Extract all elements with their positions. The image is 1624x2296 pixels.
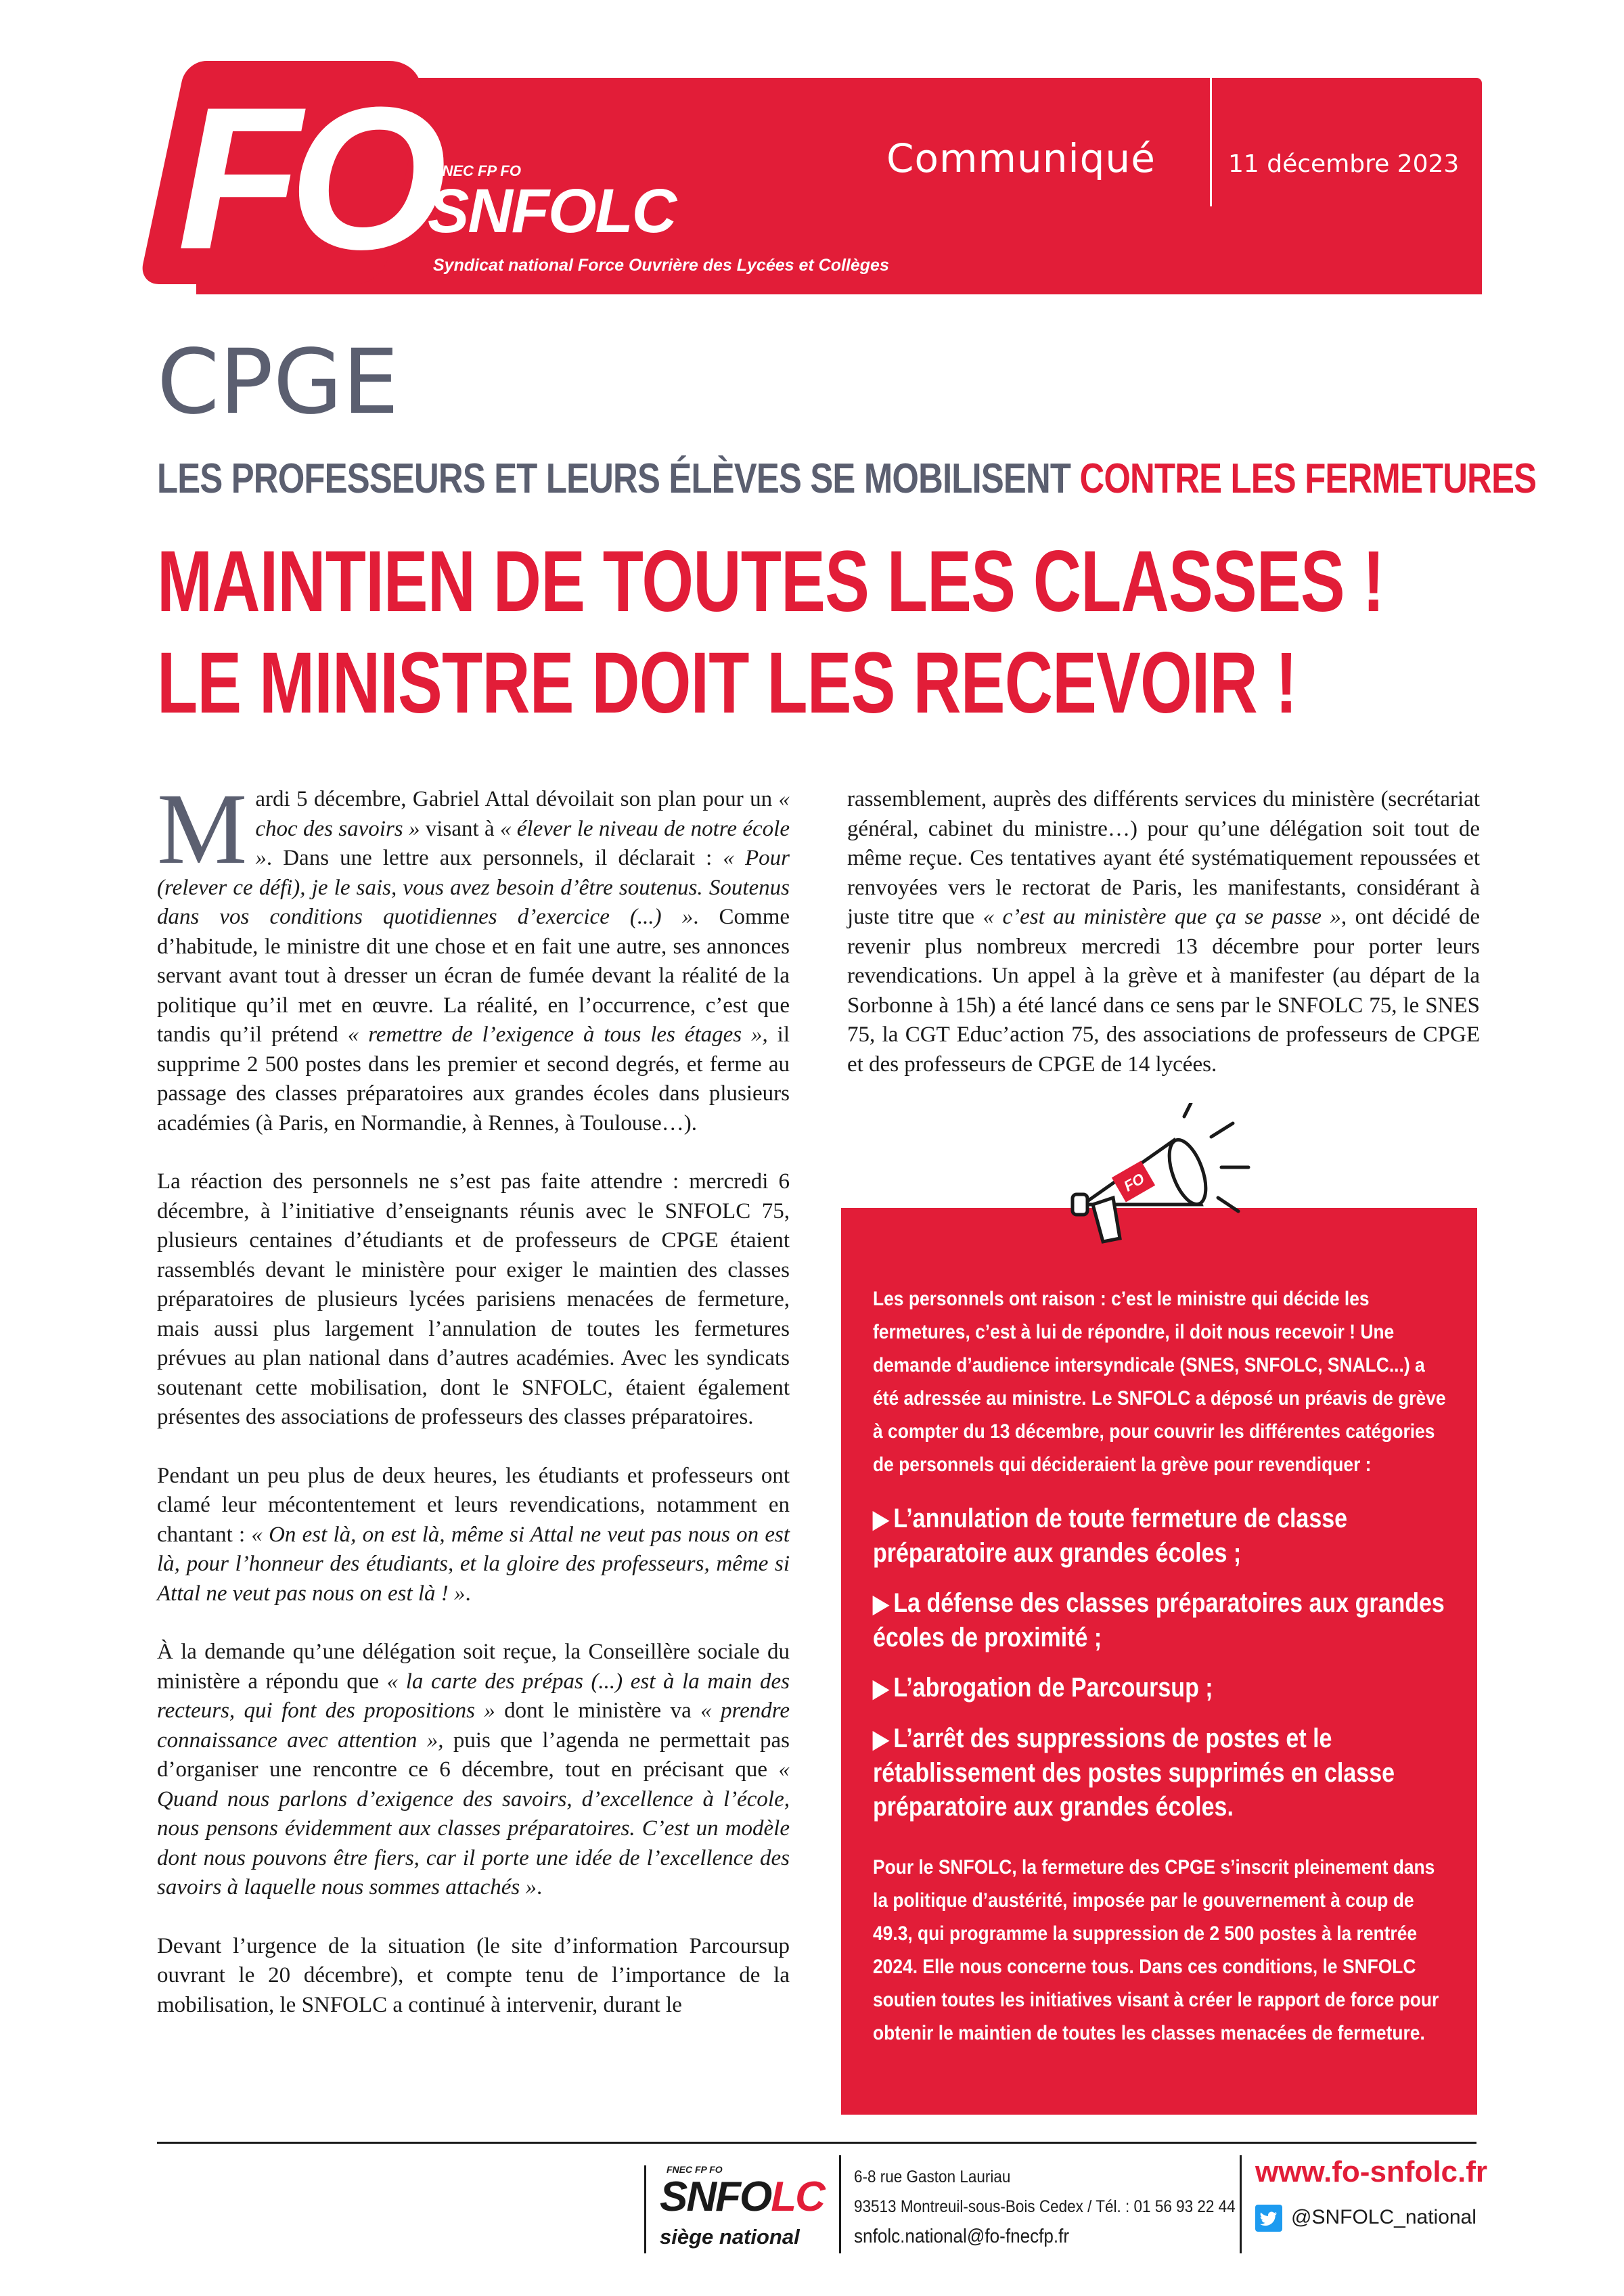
triangle-right-icon: ▶ [873, 1590, 889, 1617]
box-outro: Pour le SNFOLC, la fermeture des CPGE s’inscrit pleinement dans la politique d’austérité, imposée par le gouvernement à coup de 49.3, qui programme la suppression de 2 500 postes à la rentrée 2024. Elle nous concerne tous. Dans ces conditions, le SNFOLC soutien toutes les initiatives visant à créer le rapport de force pour obtenir le maintien de toutes les classes menacées de fermeture. [873, 1856, 1439, 2044]
article-column-right [847, 785, 1480, 1108]
drop-cap: M [157, 773, 248, 885]
syndicat-tagline: Syndicat national Force Ouvrière des Lycées et Collèges [433, 256, 889, 275]
footer-address [854, 2162, 1236, 2251]
paragraph-4: À la demande qu’une délégation soit reçue, la Conseillère sociale du ministère a répondu que « la carte des prépas (...) est à la main des recteurs, qui font des propositions » dont le ministère va « prendre connaissance avec attention », puis que l’agenda ne permettait pas d’organiser une rencontre ce 6 décembre, tout en précisant que « Quand nous parlons d’exigence des savoirs, d’excellence à l’école, nous pensons évidemment aux classes préparatoires. C’est un modèle dont nous pouvons être fiers, car il porte une idée de l’excellence des savoirs à laquelle nous sommes attachés ». [157, 1640, 790, 1899]
twitter-icon[interactable] [1255, 2205, 1282, 2232]
paragraph-6: rassemblement, auprès des différents services du ministère (secrétariat général, cabinet du ministre…) pour qu’une délégation soit tout de même reçue. Ces tentatives ayant été systématiquement repoussées et renvoyées vers le rectorat de Paris, les manifestants, considérant à juste titre que « c’est au ministère que ça se passe », ont décidé de revenir plus nombreux mercredi 13 décembre pour porter leurs revendications. Un appel à la grève et à manifester (au départ de la Sorbonne à 15h) a été lancé dans ce sens par le SNFOLC 75, le SNES 75, la CGT Educ’action 75, des associations de professeurs de CPGE et des professeurs de CPGE de 14 lycées. [847, 787, 1480, 1077]
footer-logo-bar [644, 2165, 646, 2253]
subtitle [157, 452, 1536, 506]
headline-line-1: MAINTIEN DE TOUTES LES CLASSES ! [157, 533, 1384, 630]
demand-item: ▶ La défense des classes préparatoires aux grandes écoles de proximité ; [873, 1588, 1445, 1652]
fo-logo-text: FO [177, 64, 435, 292]
footer-divider [157, 2142, 1476, 2144]
triangle-right-icon: ▶ [873, 1505, 889, 1533]
snfolc-brand: SNFOLC [428, 177, 676, 246]
demand-item: ▶ L’arrêt des suppressions de postes et le rétablissement des postes supprimés en classe préparatoire aux grandes écoles. [873, 1724, 1395, 1822]
demands-content [873, 1282, 1455, 2050]
doc-type: Communiqué [886, 135, 1156, 181]
subtitle-red: CONTRE LES FERMETURES [1079, 455, 1537, 502]
footer-email[interactable]: snfolc.national@fo-fnecfp.fr [854, 2226, 1070, 2247]
footer-website[interactable]: www.fo-snfolc.fr [1255, 2155, 1488, 2188]
subtitle-grey: LES PROFESSEURS ET LEURS ÉLÈVES SE MOBILISENT [157, 455, 1071, 502]
demand-item: ▶ L’abrogation de Parcoursup ; [873, 1673, 1213, 1703]
paragraph-5: Devant l’urgence de la situation (le site d’information Parcoursup ouvrant le 20 décembre), et compte tenu de l’importance de la mobilisation, le SNFOLC a continué à intervenir, durant le [157, 1933, 790, 2017]
paragraph-2: La réaction des personnels ne s’est pas faite attendre : mercredi 6 décembre, à l’initiative d’enseignants réunis avec le SNFOLC 75, plusieurs centaines d’étudiants et de professeurs de CPGE étaient rassemblés devant le ministère pour exiger le maintien des classes préparatoires de plusieurs lycées parisiens menacées de fermeture, mais aussi plus largement l’annulation de toutes les fermetures prévues au plan national dans d’autres académies. Avec les syndicats soutenant cette mobilisation, dont le SNFOLC, étaient également présentes des associations de professeurs des classes préparatoires. [157, 1169, 790, 1429]
box-intro: Les personnels ont raison : c’est le ministre qui décide les fermetures, c’est à lui de répondre, il doit nous recevoir ! Une demande d’audience intersyndicale (SNES, SNFOLC, SNALC...) a été adressée au ministre. Le SNFOLC a déposé un préavis de grève à compter du 13 décembre, pour couvrir les différentes catégories de personnels qui décideraient la grève pour revendiquer : [873, 1288, 1446, 1476]
article-column-left [157, 773, 790, 2049]
demand-item: ▶ L’annulation de toute fermeture de classe préparatoire aux grandes écoles ; [873, 1504, 1348, 1568]
address-line-1: 6-8 rue Gaston Lauriau [854, 2167, 1011, 2186]
footer-siege: siège national [660, 2225, 800, 2249]
triangle-right-icon: ▶ [873, 1674, 889, 1702]
kicker-title: CPGE [157, 330, 399, 434]
footer-brand: SNFOLC [660, 2174, 824, 2220]
footer-fnec: FNEC FP FO [667, 2164, 723, 2175]
footer-divider-2 [1240, 2155, 1242, 2253]
paragraph-1: Mardi 5 décembre, Gabriel Attal dévoilait son plan pour un « choc des savoirs » visant à « élever le niveau de notre école ». Dans une lettre aux personnels, il déclarait : « Pour (relever ce défi), je le sais, vous avez besoin d’être soutenus. Soutenus dans vos conditions quotidiennes d’exercice (...) ». Comme d’habitude, le ministre dit une chose et en fait une autre, ses annonces servant avant tout à dresser un écran de fumée devant la réalité de la politique qu’il met en œuvre. La réalité, en l’occurrence, c’est que tandis qu’il prétend « remettre de l’exigence à tous les étages », il supprime 2 500 postes dans les premier et second degrés, et ferme au passage des classes préparatoires aux grandes écoles dans plusieurs académies (à Paris, en Normandie, à Rennes, à Toulouse…). [157, 773, 790, 1135]
footer-divider-1 [839, 2155, 841, 2253]
fnec-label: FNEC FP FO [433, 162, 521, 179]
triangle-right-icon: ▶ [873, 1725, 889, 1753]
address-line-2: 93513 Montreuil-sous-Bois Cedex / Tél. : 01 56 93 22 44 [854, 2197, 1236, 2216]
footer-twitter-handle[interactable]: @SNFOLC_national [1291, 2206, 1476, 2228]
doc-date: 11 décembre 2023 [1228, 150, 1460, 178]
header-divider [1210, 78, 1212, 206]
headline-line-2: LE MINISTRE DOIT LES RECEVOIR ! [157, 635, 1297, 731]
paragraph-3: Pendant un peu plus de deux heures, les étudiants et professeurs ont clamé leur mécontentement et leurs revendications, notamment en chantant : « On est là, on est là, même si Attal ne veut pas nous on est là, pour l’honneur des étudiants, et la gloire des professeurs, même si Attal ne veut pas nous on est là ! ». [157, 1463, 790, 1606]
headline [157, 531, 1384, 734]
svg-text:FO: FO [1121, 1169, 1148, 1195]
megaphone-icon [1056, 1103, 1259, 1272]
